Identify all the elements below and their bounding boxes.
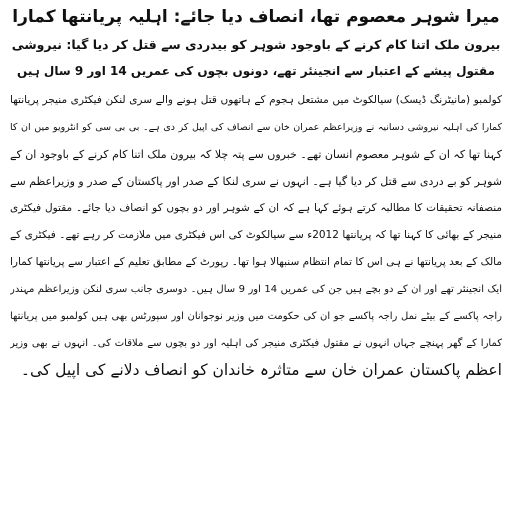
article-body <box>10 87 502 384</box>
body-line: مالک کے بعد پریانتھا نے ہی اس کا تمام انتظام سنبھالا ہوا تھا۔ رپورٹ کے مطابق تعلیم کے اعتبار سے پریانتھا کمارا <box>10 256 502 268</box>
body-line: کولمبو (مانیٹرنگ ڈیسک) سیالکوٹ میں مشتعل ہجوم کے ہاتھوں قتل ہونے والے سری لنکن فیکٹری منیجر پریانتھا <box>10 94 502 106</box>
body-line: شوہر کو بے دردی سے قتل کر دیا گیا ہے۔ انہوں نے سری لنکا کے صدر اور پاکستان کے صدر و وزیراعظم سے <box>10 175 502 188</box>
body-line: منیجر کے بھائی کا کہنا تھا کہ پریانتھا 2012ء سے سیالکوٹ کی اس فیکٹری میں ملازمت کر رہے تھے۔ فیکٹری کے <box>10 229 502 241</box>
subheadline-1: بیرون ملک اتنا کام کرنے کے باوجود شوہر کو بیدردی سے قتل کر دیا گیا: نیروشی <box>11 37 501 52</box>
body-line: کمارا کے گھر پہنچے جہاں انہوں نے مقتول فیکٹری منیجر کی اہلیہ اور دو بچوں سے ملاقات کی۔ انہوں نے بھی وزیر <box>10 338 502 349</box>
body-line: منصفانہ تحقیقات کا مطالبہ کرتے ہوئے کہا ہے کہ ان کے شوہر اور دو بچوں کو انصاف دیا جائے۔ مقتول فیکٹری <box>10 202 502 214</box>
body-line-last: اعظم پاکستان عمران خان سے متاثرہ خاندان کو انصاف دلانے کی اپیل کی۔ <box>20 361 502 379</box>
headline-main: میرا شوہر معصوم تھا، انصاف دیا جائے: اہلیہ پریانتھا کمارا <box>12 7 500 27</box>
subheadline-2: مقتول پیشے کے اعتبار سے انجینئر تھے، دونوں بچوں کی عمریں 14 اور 9 سال ہیں <box>17 64 495 78</box>
headline-block <box>10 4 502 85</box>
body-line: ایک انجینئر تھے اور ان کے دو بچے ہیں جن کی عمریں 14 اور 9 سال ہیں۔ دوسری جانب سری لنکن وزیراعظم مہندر <box>10 284 502 295</box>
body-line: راجہ پاکسے کے بیٹے نمل راجہ پاکسے جو ان کی حکومت میں وزیر نوجوانان اور سپورٹس بھی ہیں کولمبو میں پریانتھا <box>10 311 502 322</box>
body-line: کمارا کی اہلیہ نیروشی دسانیہ نے وزیراعظم عمران خان سے انصاف کی اپیل کر دی ہے۔ بی بی سی کو انٹرویو میں ان کا <box>10 122 502 133</box>
body-line: کہنا تھا کہ ان کے شوہر معصوم انسان تھے۔ خبروں سے پتہ چلا کہ بیرون ملک اتنا کام کرنے کے باوجود ان کے <box>10 148 502 161</box>
